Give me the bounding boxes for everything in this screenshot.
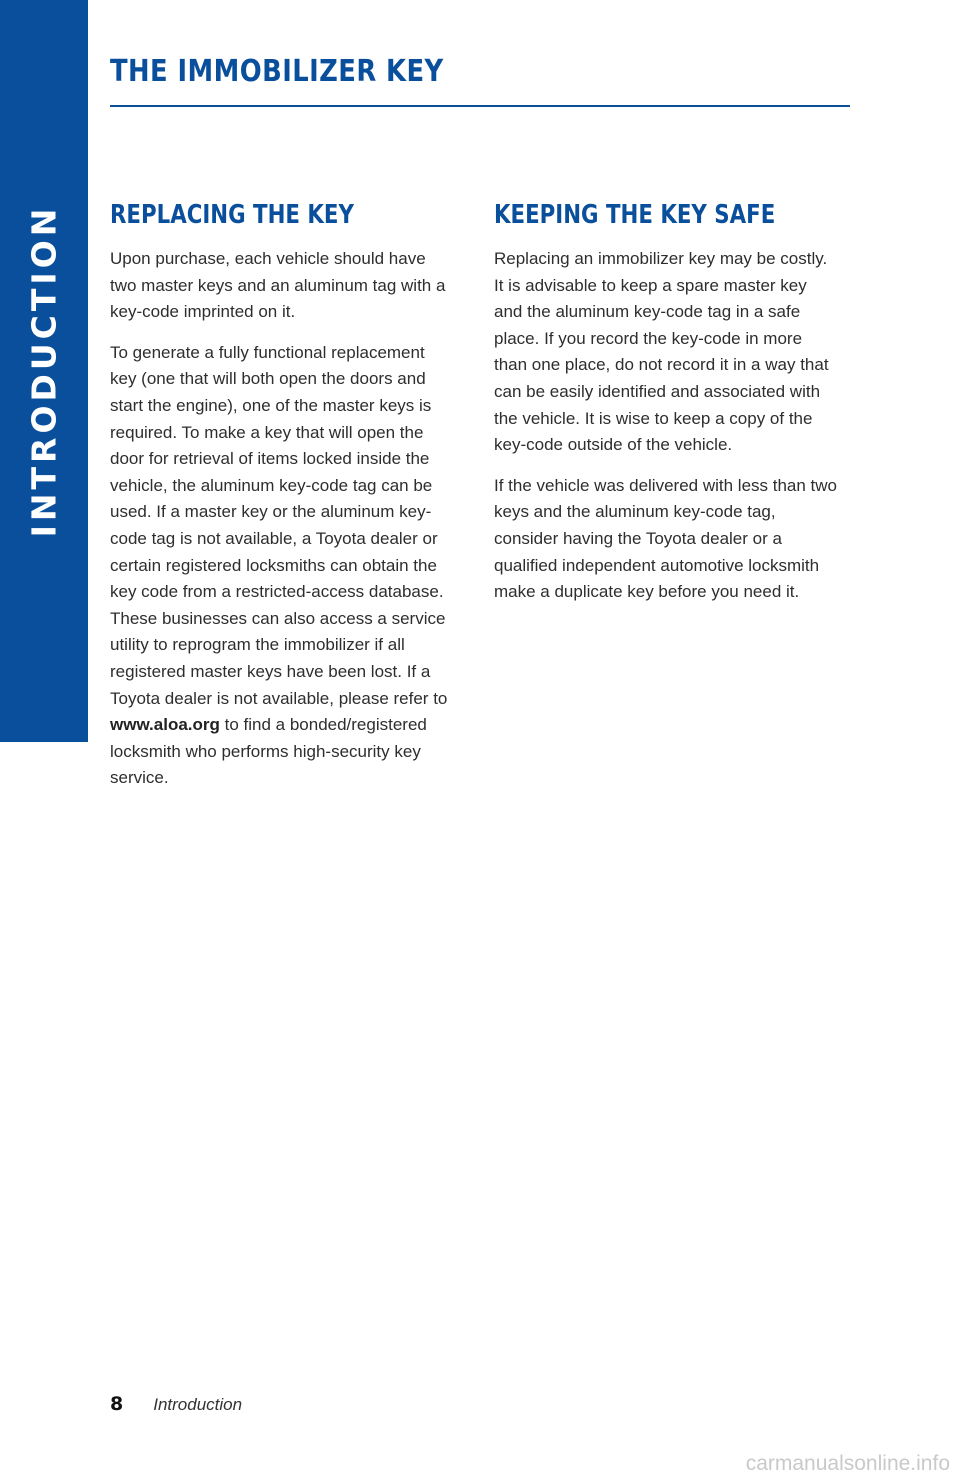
replacing-key-paragraph-2 [110, 340, 455, 792]
section-side-tab [0, 0, 88, 742]
page-title: THE IMMOBILIZER KEY [110, 54, 444, 89]
watermark: carmanualsonline.info [745, 1452, 950, 1475]
replacing-key-paragraph-1: Upon purchase, each vehicle should have two master keys and an aluminum tag with a key-code imprinted on it. [110, 249, 446, 322]
replacing-key-heading: REPLACING THE KEY [110, 200, 354, 230]
keeping-key-safe-heading: KEEPING THE KEY SAFE [494, 200, 776, 230]
paragraph-text: To generate a fully functional replacement key (one that will both open the doors and start the engine), one of the master keys is required. To make a key that will open the door for retrieval of items locked inside the vehicle, the aluminum key-code tag can be used. If a master key or the aluminum key-code tag is not available, a Toyota dealer or certain registered locksmiths can obtain the key code from a restricted-access database. These businesses can also access a service utility to reprogram the immobilizer if all registered master keys have been lost. If a Toyota dealer is not available, please refer to [110, 342, 448, 708]
keeping-key-safe-paragraph-1: Replacing an immobilizer key may be costly. It is advisable to keep a spare master key and the aluminum key-code tag in a safe place. If you record the key-code in more than one place, do not record it in a way that can be easily identified and associated with the vehicle. It is wise to keep a copy of the key-code outside of the vehicle. [494, 249, 829, 455]
page-footer [110, 1393, 242, 1415]
paragraph-text-end: to find a bonded/registered locksmith who performs high-security key service. [110, 715, 427, 788]
page-number: 8 [110, 1393, 124, 1415]
title-divider [110, 105, 850, 107]
keeping-key-safe-section [494, 198, 839, 620]
replacing-key-section [110, 198, 455, 806]
keeping-key-safe-paragraph-2: If the vehicle was delivered with less than two keys and the aluminum key-code tag, consider having the Toyota dealer or a qualified independent automotive locksmith make a duplicate key before you need it. [494, 475, 838, 602]
footer-section-name: Introduction [153, 1395, 243, 1414]
aloa-link[interactable]: www.aloa.org [110, 715, 220, 735]
side-tab-label: INTRODUCTION [24, 204, 64, 538]
